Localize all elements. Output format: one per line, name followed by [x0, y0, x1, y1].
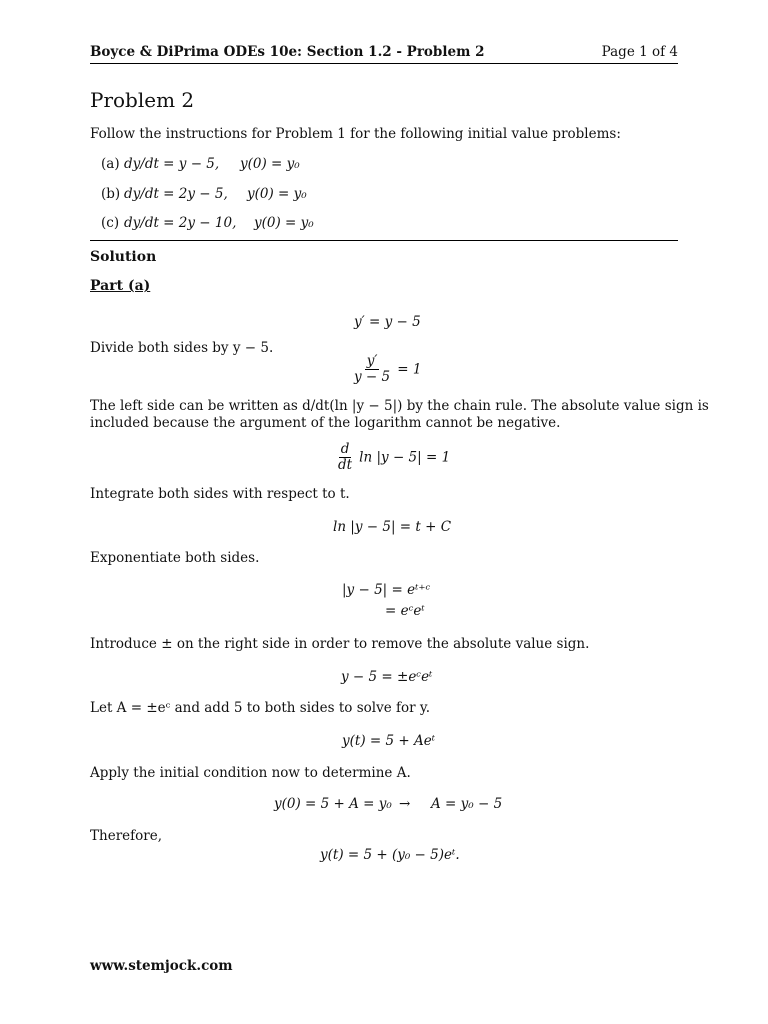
equation-2-denominator: y − 5	[354, 369, 391, 385]
text-apply: Apply the initial condition now to determine A.	[90, 765, 411, 781]
part-b-label: (b)	[101, 186, 121, 202]
text-left-side-line1: The left side can be written as d/dt(ln |y − 5|) by the chain rule. The absolute value sign is	[90, 398, 709, 414]
equation-1: y′ = y − 5	[354, 314, 421, 330]
solution-heading: Solution	[90, 249, 157, 265]
equation-8-left: y(0) = 5 + A = y₀	[274, 796, 392, 812]
running-header-title: Boyce & DiPrima ODEs 10e: Section 1.2 - Problem 2	[90, 44, 485, 60]
equation-3	[336, 442, 450, 473]
problem-intro: Follow the instructions for Problem 1 for the following initial value problems:	[90, 126, 621, 142]
text-let: Let A = ±eᶜ and add 5 to both sides to solve for y.	[90, 700, 430, 716]
text-divide: Divide both sides by y − 5.	[90, 340, 274, 356]
equation-6: y − 5 = ±eᶜeᵗ	[341, 669, 433, 685]
part-a-label: (a)	[101, 156, 120, 172]
equation-2	[352, 354, 421, 385]
text-therefore: Therefore,	[90, 828, 162, 844]
part-b-equation: dy/dt = 2y − 5,	[124, 186, 228, 202]
part-a-equation: dy/dt = y − 5,	[124, 156, 220, 172]
equation-9-final: y(t) = 5 + (y₀ − 5)eᵗ.	[320, 847, 460, 863]
equation-3-fraction	[336, 442, 354, 473]
equation-3-rhs: ln |y − 5| = 1	[359, 449, 451, 466]
part-a-heading: Part (a)	[90, 278, 151, 294]
section-rule	[90, 240, 678, 241]
equation-2-rhs: = 1	[397, 361, 422, 378]
header-rule	[90, 63, 678, 64]
text-integrate: Integrate both sides with respect to t.	[90, 486, 350, 502]
footer-url: www.stemjock.com	[90, 958, 233, 974]
text-plus-minus: Introduce ± on the right side in order to remove the absolute value sign.	[90, 636, 590, 652]
equation-8-right: A = y₀ − 5	[431, 796, 503, 812]
text-exponentiate: Exponentiate both sides.	[90, 550, 260, 566]
equation-3-numerator: d	[340, 441, 350, 457]
part-c-condition: y(0) = y₀	[254, 215, 314, 231]
page-number: Page 1 of 4	[601, 44, 678, 60]
equation-7: y(t) = 5 + Aeᵗ	[342, 733, 436, 749]
part-a-condition: y(0) = y₀	[240, 156, 300, 172]
text-left-side-line2: included because the argument of the logarithm cannot be negative.	[90, 415, 561, 431]
part-b-condition: y(0) = y₀	[247, 186, 307, 202]
part-c-label: (c)	[101, 215, 120, 231]
equation-4: ln |y − 5| = t + C	[333, 519, 452, 535]
equation-2-numerator: y′	[366, 353, 378, 369]
equation-5-line1: |y − 5| = eᵗ⁺ᶜ	[342, 582, 431, 598]
problem-title: Problem 2	[90, 88, 195, 112]
arrow-icon: →	[399, 796, 411, 812]
part-c-equation: dy/dt = 2y − 10,	[124, 215, 237, 231]
equation-2-fraction	[352, 354, 392, 385]
equation-5-line2: = eᶜeᵗ	[385, 603, 425, 619]
equation-3-denominator: dt	[338, 457, 353, 473]
